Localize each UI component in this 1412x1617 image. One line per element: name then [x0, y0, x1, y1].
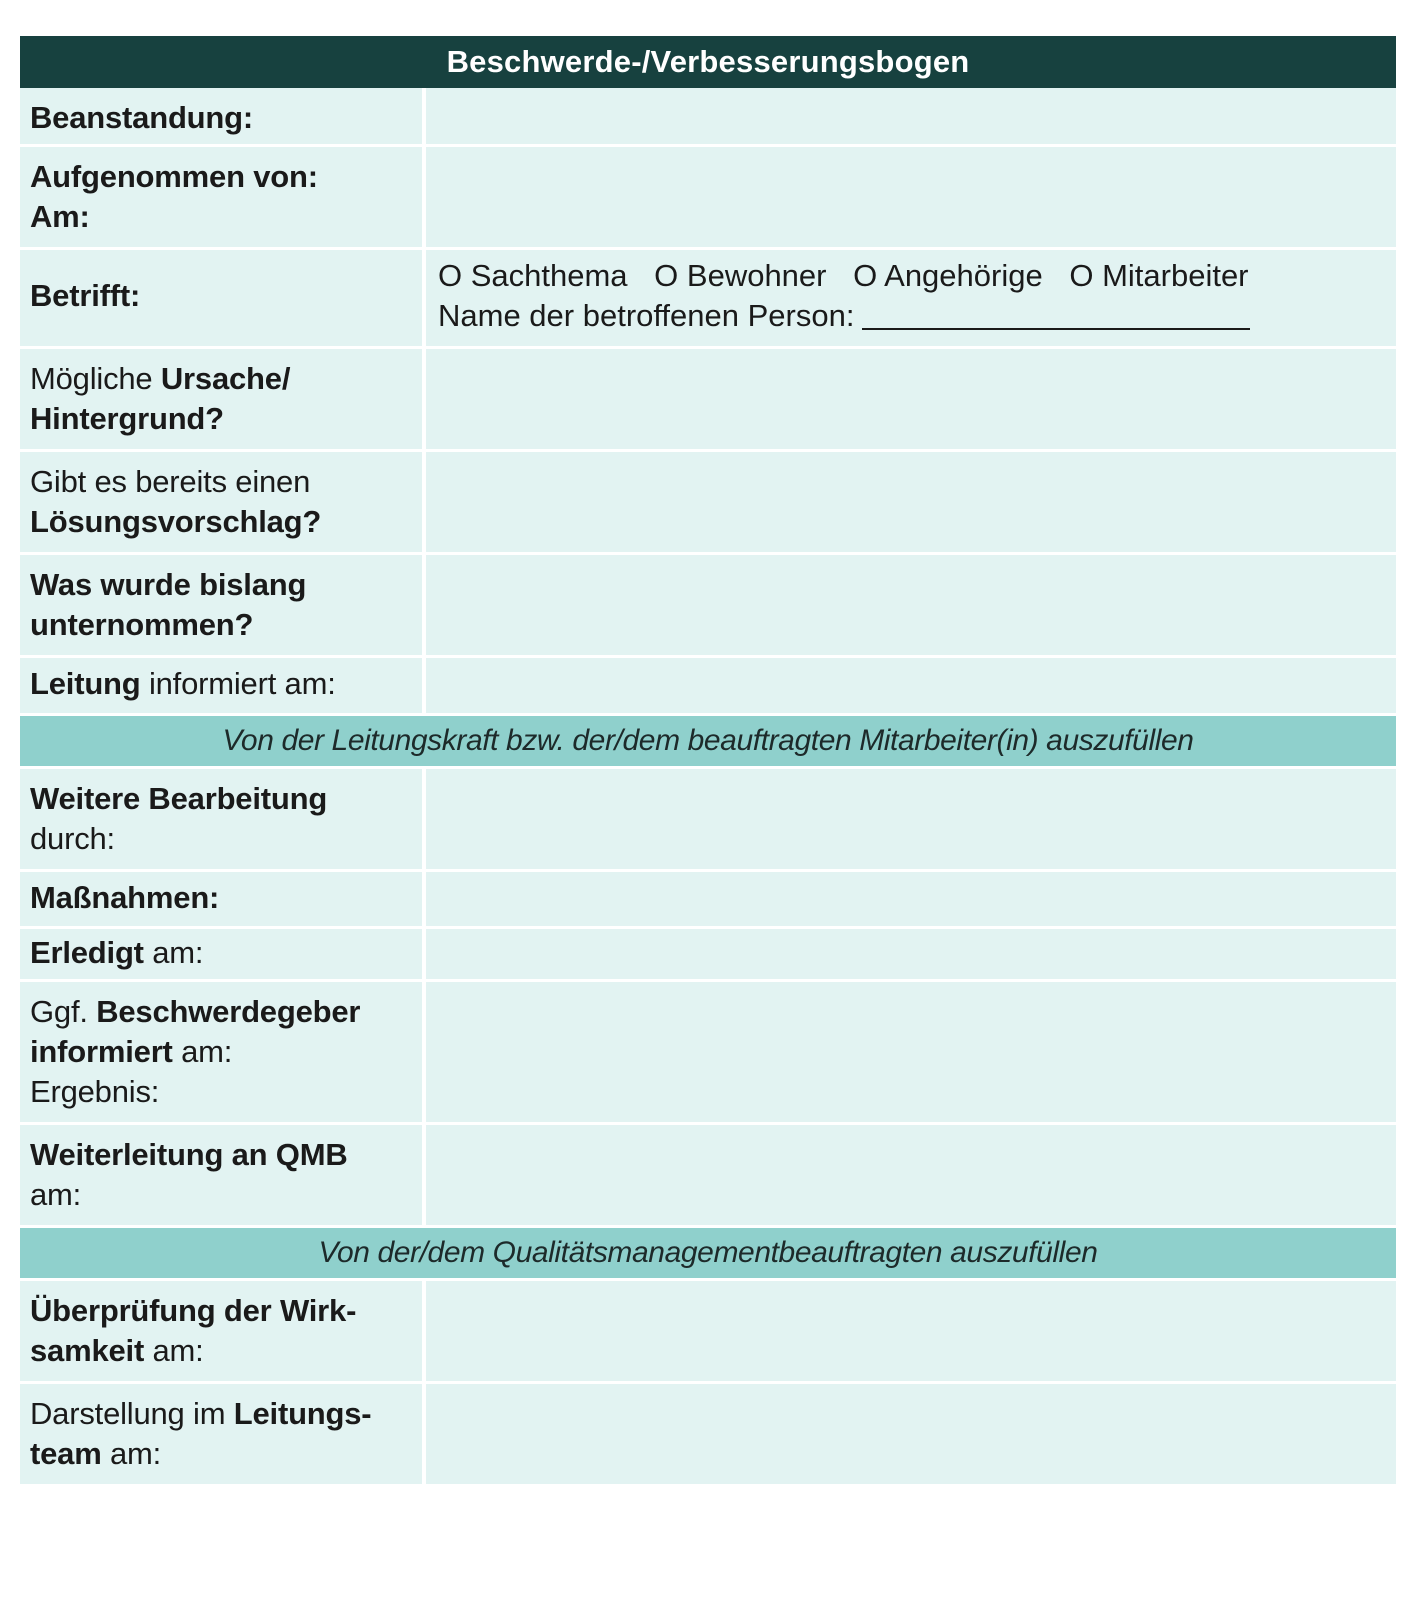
- label-line1: Gibt es bereits einen: [30, 464, 311, 499]
- betroffene-person-input[interactable]: [862, 328, 1250, 330]
- label-weitere-bearbeitung: [20, 769, 422, 869]
- label-betrifft: [20, 250, 422, 346]
- row-beschwerdegeber: [20, 982, 1396, 1122]
- label-part-bold: Leitungs-: [233, 1396, 372, 1431]
- row-darstellung: [20, 1384, 1396, 1484]
- row-aufgenommen: [20, 147, 1396, 247]
- label-line2: durch:: [30, 821, 115, 856]
- label-loesungsvorschlag: [20, 452, 422, 552]
- label-part: Ggf.: [30, 994, 97, 1029]
- label-part-bold: Ursache/: [160, 361, 291, 396]
- row-leitung-informiert: [20, 658, 1396, 713]
- label-part: informiert am:: [140, 666, 336, 701]
- field-beschwerdegeber[interactable]: [426, 982, 1396, 1122]
- label-line1: Was wurde bislang: [30, 567, 307, 602]
- betroffene-person-line: [438, 296, 1386, 336]
- row-weitere-bearbeitung: [20, 769, 1396, 869]
- label-part: am:: [101, 1436, 162, 1471]
- betrifft-options: [438, 256, 1386, 296]
- label-line2: unternommen?: [30, 607, 254, 642]
- label-text: Beanstandung:: [30, 100, 254, 135]
- label-part-bold: informiert: [30, 1034, 173, 1069]
- row-erledigt: [20, 929, 1396, 979]
- label-part: Mögliche: [30, 361, 161, 396]
- label-ueberpruefung: [20, 1281, 422, 1381]
- label-part-bold: Leitung: [30, 666, 141, 701]
- label-part-bold: team: [30, 1436, 102, 1471]
- row-loesungsvorschlag: [20, 452, 1396, 552]
- label-weiterleitung-qmb: [20, 1125, 422, 1225]
- label-aufgenommen-von: Aufgenommen von:: [30, 159, 318, 194]
- field-ursache[interactable]: [426, 349, 1396, 449]
- row-weiterleitung-qmb: [20, 1125, 1396, 1225]
- label-beschwerdegeber: [20, 982, 422, 1122]
- label-ursache: [20, 349, 422, 449]
- field-aufgenommen[interactable]: [426, 147, 1396, 247]
- label-line2: am:: [30, 1177, 82, 1212]
- label-line2: Lösungsvorschlag?: [30, 504, 322, 539]
- label-part: am:: [143, 935, 204, 970]
- label-part-bold: Beschwerdegeber: [96, 994, 361, 1029]
- field-unternommen[interactable]: [426, 555, 1396, 655]
- label-ergebnis: Ergebnis:: [30, 1074, 160, 1109]
- label-text: Maßnahmen:: [30, 880, 220, 915]
- option-sachthema[interactable]: O Sachthema: [438, 258, 628, 293]
- label-am: Am:: [30, 199, 90, 234]
- complaint-form: [20, 36, 1396, 1484]
- section-header-leitungskraft: Von der Leitungskraft bzw. der/dem beauftragten Mitarbeiter(in) auszufüllen: [20, 716, 1396, 766]
- row-beanstandung: [20, 88, 1396, 144]
- field-beanstandung[interactable]: [426, 88, 1396, 144]
- form-title: Beschwerde-/Verbesserungsbogen: [20, 36, 1396, 88]
- row-unternommen: [20, 555, 1396, 655]
- field-leitung-informiert[interactable]: [426, 658, 1396, 713]
- label-part-bold: samkeit: [30, 1333, 145, 1368]
- label-massnahmen: [20, 872, 422, 926]
- label-beanstandung: [20, 88, 422, 144]
- option-mitarbeiter[interactable]: O Mitarbeiter: [1069, 258, 1249, 293]
- label-unternommen: [20, 555, 422, 655]
- label-line2: Hintergrund?: [30, 401, 224, 436]
- betroffene-person-label: Name der betroffenen Person:: [438, 298, 855, 333]
- label-leitung-informiert: [20, 658, 422, 713]
- option-angehoerige[interactable]: O Angehörige: [853, 258, 1043, 293]
- label-part: am:: [144, 1333, 204, 1368]
- field-betrifft: [426, 250, 1396, 346]
- label-text: Betrifft:: [30, 278, 141, 313]
- label-darstellung: [20, 1384, 422, 1484]
- row-massnahmen: [20, 872, 1396, 926]
- label-line1: Weitere Bearbeitung: [30, 781, 328, 816]
- label-part: am:: [172, 1034, 233, 1069]
- option-bewohner[interactable]: O Bewohner: [654, 258, 827, 293]
- label-part-bold: Erledigt: [30, 935, 144, 970]
- label-line1: Weiterleitung an QMB: [30, 1137, 348, 1172]
- field-weiterleitung-qmb[interactable]: [426, 1125, 1396, 1225]
- label-part: Darstellung im: [30, 1396, 234, 1431]
- field-massnahmen[interactable]: [426, 872, 1396, 926]
- section-header-qmb: Von der/dem Qualitätsmanagementbeauftragten auszufüllen: [20, 1228, 1396, 1278]
- field-darstellung[interactable]: [426, 1384, 1396, 1484]
- field-erledigt[interactable]: [426, 929, 1396, 979]
- field-ueberpruefung[interactable]: [426, 1281, 1396, 1381]
- row-betrifft: [20, 250, 1396, 346]
- field-weitere-bearbeitung[interactable]: [426, 769, 1396, 869]
- label-erledigt: [20, 929, 422, 979]
- field-loesungsvorschlag[interactable]: [426, 452, 1396, 552]
- label-line1: Überprüfung der Wirk-: [30, 1293, 357, 1328]
- row-ueberpruefung: [20, 1281, 1396, 1381]
- row-ursache: [20, 349, 1396, 449]
- label-aufgenommen: [20, 147, 422, 247]
